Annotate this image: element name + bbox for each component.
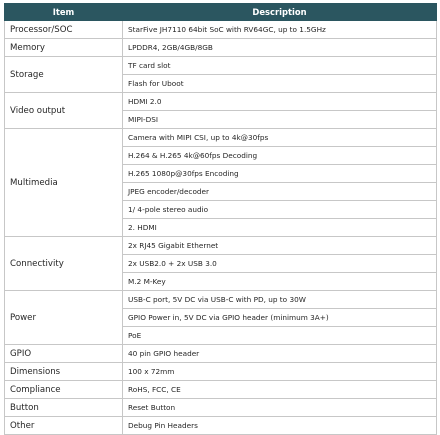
table-row — [5, 291, 437, 309]
spec-item-label: Multimedia — [5, 129, 123, 237]
spec-item-label: Power — [5, 291, 123, 345]
spec-item-description: PoE — [123, 327, 437, 345]
spec-item-label: Video output — [5, 93, 123, 129]
spec-item-description: StarFive JH7110 64bit SoC with RV64GC, up to 1.5GHz — [123, 21, 437, 39]
table-row — [5, 381, 437, 399]
table-row — [5, 39, 437, 57]
spec-item-description: M.2 M-Key — [123, 273, 437, 291]
spec-item-description: HDMI 2.0 — [123, 93, 437, 111]
spec-item-label: Memory — [5, 39, 123, 57]
table-row — [5, 93, 437, 111]
spec-item-label: Compliance — [5, 381, 123, 399]
column-header-item: Item — [5, 4, 123, 21]
table-row — [5, 363, 437, 381]
spec-item-description: Flash for Uboot — [123, 75, 437, 93]
spec-item-description: TF card slot — [123, 57, 437, 75]
spec-item-description: H.265 1080p@30fps Encoding — [123, 165, 437, 183]
spec-item-label: Connectivity — [5, 237, 123, 291]
spec-item-label: GPIO — [5, 345, 123, 363]
column-header-description: Description — [123, 4, 437, 21]
table-row — [5, 21, 437, 39]
spec-item-label: Dimensions — [5, 363, 123, 381]
spec-item-description: 2x USB2.0 + 2x USB 3.0 — [123, 255, 437, 273]
spec-item-description: JPEG encoder/decoder — [123, 183, 437, 201]
spec-item-description: 2. HDMI — [123, 219, 437, 237]
spec-table-body — [5, 21, 437, 435]
spec-item-description: RoHS, FCC, CE — [123, 381, 437, 399]
spec-item-label: Storage — [5, 57, 123, 93]
spec-item-description: 40 pin GPIO header — [123, 345, 437, 363]
spec-item-description: MIPI-DSI — [123, 111, 437, 129]
spec-item-description: 1/ 4-pole stereo audio — [123, 201, 437, 219]
spec-table-container — [4, 3, 436, 435]
table-row — [5, 129, 437, 147]
spec-item-description: Reset Button — [123, 399, 437, 417]
spec-item-description: LPDDR4, 2GB/4GB/8GB — [123, 39, 437, 57]
spec-item-description: Camera with MIPI CSI, up to 4k@30fps — [123, 129, 437, 147]
spec-item-label: Processor/SOC — [5, 21, 123, 39]
spec-item-description: 100 x 72mm — [123, 363, 437, 381]
spec-item-label: Button — [5, 399, 123, 417]
spec-item-label: Other — [5, 417, 123, 435]
table-row — [5, 237, 437, 255]
table-row — [5, 417, 437, 435]
spec-item-description: 2x RJ45 Gigabit Ethernet — [123, 237, 437, 255]
spec-item-description: GPIO Power in, 5V DC via GPIO header (minimum 3A+) — [123, 309, 437, 327]
table-row — [5, 57, 437, 75]
spec-item-description: H.264 & H.265 4k@60fps Decoding — [123, 147, 437, 165]
spec-item-description: Debug Pin Headers — [123, 417, 437, 435]
table-row — [5, 345, 437, 363]
spec-table — [4, 3, 437, 435]
table-header-row — [5, 4, 437, 21]
spec-item-description: USB-C port, 5V DC via USB-C with PD, up to 30W — [123, 291, 437, 309]
